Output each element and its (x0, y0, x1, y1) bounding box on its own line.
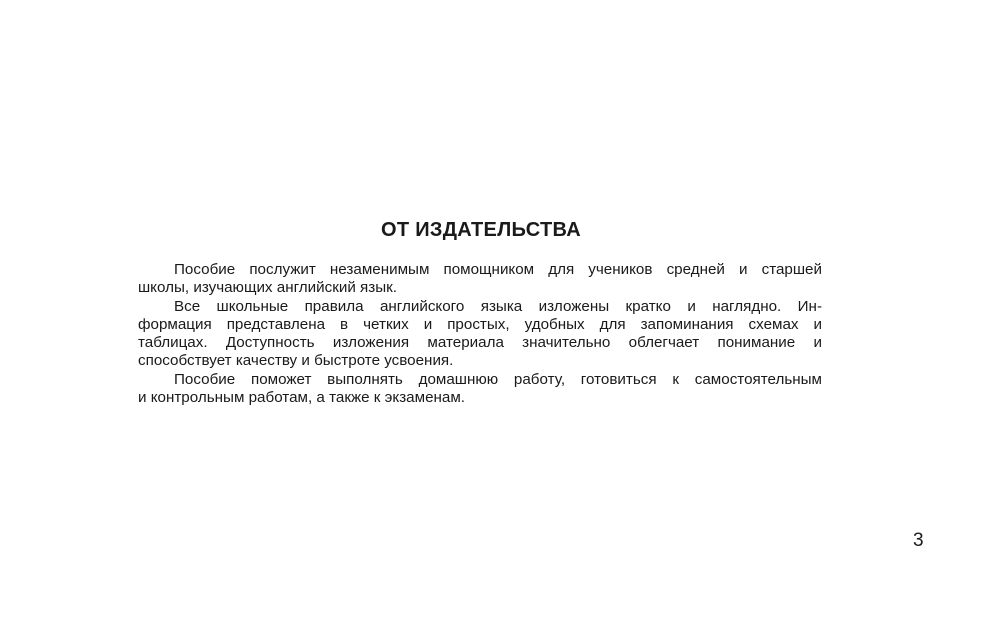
text-line: формация представлена в четких и простых, удобных для запоминания схемах и (138, 315, 822, 333)
text-line: способствует качеству и быстроте усвоения. (138, 352, 454, 370)
text-line: таблицах. Доступность изложения материала значительно облегчает понимание и (138, 334, 822, 352)
page-title: ОТ ИЗДАТЕЛЬСТВА (381, 219, 581, 241)
text-line: Пособие поможет выполнять домашнюю работу, готовиться к самостоятельным (174, 370, 822, 388)
paragraph-2 (138, 298, 822, 371)
paragraph-3 (138, 371, 822, 408)
paragraph-1 (138, 261, 822, 298)
text-line: Все школьные правила английского языка изложены кратко и наглядно. Ин- (174, 297, 822, 315)
body-text (138, 261, 822, 407)
text-line: Пособие послужит незаменимым помощником для учеников средней и старшей (174, 261, 822, 278)
text-line: и контрольным работам, а также к экзаменам. (138, 389, 466, 407)
text-line: школы, изучающих английский язык. (138, 279, 398, 297)
page-number: 3 (913, 530, 924, 551)
